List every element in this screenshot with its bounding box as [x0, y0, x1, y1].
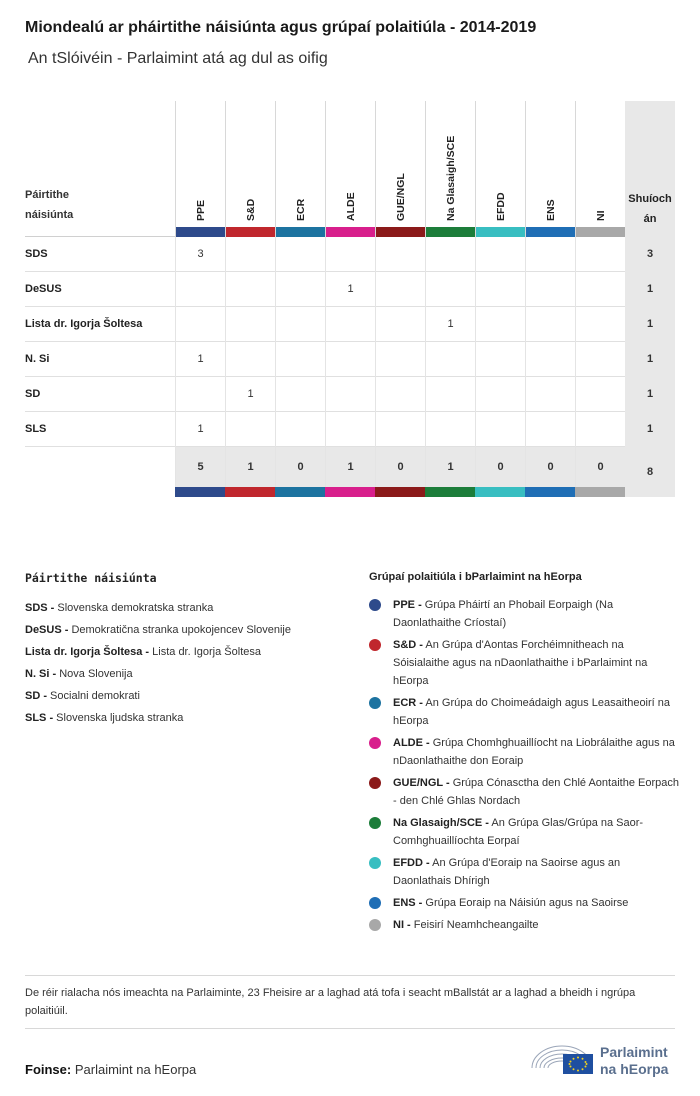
table-cell: 1 — [225, 377, 275, 412]
group-column-header — [425, 101, 475, 237]
table-cell — [475, 307, 525, 342]
table-cell — [175, 377, 225, 412]
legend-item — [369, 636, 679, 690]
table-cell — [425, 377, 475, 412]
legend-item — [25, 641, 355, 663]
source-label: Foinse: — [25, 1062, 72, 1077]
european-parliament-logo — [530, 1038, 680, 1078]
legend-abbr: SLS - — [25, 712, 54, 724]
group-color-bar — [425, 487, 475, 497]
group-column-label: GUE/NGL — [394, 173, 407, 221]
group-color-bar — [175, 487, 225, 497]
table-cell — [275, 307, 325, 342]
table-cell — [275, 237, 325, 272]
legend-abbr: N. Si - — [25, 668, 57, 680]
group-column-label: S&D — [244, 198, 257, 221]
group-color-bar — [576, 227, 625, 237]
seats-cell: 1 — [625, 377, 675, 412]
table-cell — [525, 412, 575, 447]
table-cell: 1 — [425, 307, 475, 342]
color-dot-icon — [369, 697, 381, 709]
group-color-bar — [225, 487, 275, 497]
group-column-label: PPE — [194, 199, 207, 221]
table-cell: 1 — [325, 272, 375, 307]
table-cell — [425, 342, 475, 377]
legend-item — [369, 734, 679, 770]
table-cell — [475, 272, 525, 307]
legend-name: An Grúpa d'Aontas Forchéimnitheach na Sóisialaithe agus na nDaonlathaithe i bParlaimint na hEorpa — [393, 639, 648, 687]
group-column-header — [475, 101, 525, 237]
group-color-bar — [426, 227, 475, 237]
color-dot-icon — [369, 737, 381, 749]
table-row — [25, 237, 675, 272]
table-cell: 1 — [175, 342, 225, 377]
table-cell — [575, 237, 625, 272]
parliament-emblem-icon — [530, 1038, 596, 1078]
total-cell: 0 — [475, 447, 525, 487]
table-cell — [425, 237, 475, 272]
legend-name: Grúpa Eoraip na Náisiún agus na Saoirse — [422, 897, 629, 909]
table-cell — [375, 412, 425, 447]
table-cell: 1 — [175, 412, 225, 447]
seats-cell: 1 — [625, 342, 675, 377]
group-color-bar — [275, 487, 325, 497]
political-groups-heading: Grúpaí polaitiúla i bParlaimint na hEorpa — [369, 571, 582, 583]
table-cell — [325, 342, 375, 377]
legend-abbr: PPE - — [393, 599, 422, 611]
seats-cell: 1 — [625, 412, 675, 447]
legend-item — [25, 619, 355, 641]
legend-item — [369, 814, 679, 850]
legend-item — [369, 916, 679, 934]
table-cell — [575, 272, 625, 307]
table-cell — [275, 412, 325, 447]
table-row — [25, 272, 675, 307]
table-cell — [275, 272, 325, 307]
party-name: SD — [25, 388, 41, 400]
group-column-header — [225, 101, 275, 237]
group-column-header — [175, 101, 225, 237]
total-cell: 0 — [375, 447, 425, 487]
legend-name: An Grúpa do Choimeádaigh agus Leasaitheoirí na hEorpa — [393, 697, 671, 727]
table-cell — [275, 342, 325, 377]
color-dot-icon — [369, 777, 381, 789]
page-subtitle: An tSlóivéin - Parlaimint atá ag dul as oifig — [28, 50, 328, 67]
color-dot-icon — [369, 897, 381, 909]
table-cell — [225, 237, 275, 272]
group-column-header — [575, 101, 625, 237]
party-name: Lista dr. Igorja Šoltesa — [25, 318, 143, 330]
legend-name: Lista dr. Igorja Šoltesa — [149, 646, 261, 658]
table-header — [25, 101, 675, 237]
legend-abbr: Na Glasaigh/SCE - — [393, 817, 489, 829]
table-cell — [525, 342, 575, 377]
table-cell — [175, 307, 225, 342]
table-cell — [325, 412, 375, 447]
group-color-bar — [276, 227, 325, 237]
divider — [25, 1028, 675, 1029]
legend-abbr: ALDE - — [393, 737, 430, 749]
legend-name: Nova Slovenija — [56, 668, 133, 680]
legend-name: Slovenska ljudska stranka — [53, 712, 184, 724]
legend-name: Grúpa Cónasctha den Chlé Aontaithe Eorpach - den Chlé Ghlas Nordach — [393, 777, 679, 807]
table-cell — [325, 237, 375, 272]
group-column-label: ECR — [294, 198, 307, 221]
party-column-header: Páirtithe náisiúnta — [25, 189, 74, 221]
table-cell — [575, 412, 625, 447]
group-color-bar — [525, 487, 575, 497]
legend-name: Grúpa Pháirtí an Phobail Eorpaigh (Na Daonlathaithe Críostaí) — [393, 599, 614, 629]
legend-abbr: SDS - — [25, 602, 55, 614]
legend-abbr: ENS - — [393, 897, 423, 909]
legend-name: An Grúpa Glas/Grúpa na Saor-Comhghuaillíochta Eorpaí — [393, 817, 644, 847]
national-parties-legend — [25, 571, 355, 729]
table-row — [25, 342, 675, 377]
color-dot-icon — [369, 599, 381, 611]
party-name: SDS — [25, 248, 48, 260]
total-cell: 0 — [575, 447, 625, 487]
table-cell — [225, 272, 275, 307]
table-cell — [375, 272, 425, 307]
table-cell — [525, 237, 575, 272]
logo-text: Parlaimint na hEorpa — [600, 1044, 669, 1077]
legend-item — [369, 596, 679, 632]
party-name: DeSUS — [25, 283, 62, 295]
totals-row — [25, 447, 675, 497]
table-cell — [525, 307, 575, 342]
table-cell — [525, 272, 575, 307]
legend-item — [25, 707, 355, 729]
seats-cell: 1 — [625, 272, 675, 307]
color-dot-icon — [369, 857, 381, 869]
legend-item — [369, 774, 679, 810]
legend-abbr: ECR - — [393, 697, 423, 709]
seats-column-header: Shuíoch án — [625, 101, 675, 237]
group-color-bar — [326, 227, 375, 237]
table-cell — [525, 377, 575, 412]
color-dot-icon — [369, 919, 381, 931]
total-cell: 0 — [525, 447, 575, 487]
group-column-header — [525, 101, 575, 237]
group-color-bar — [475, 487, 525, 497]
table-cell — [375, 342, 425, 377]
table-cell — [325, 377, 375, 412]
group-column-header — [375, 101, 425, 237]
group-color-bar — [575, 487, 625, 497]
total-seats-cell: 8 — [625, 447, 675, 497]
group-column-label: EFDD — [494, 192, 507, 221]
seats-cell: 1 — [625, 307, 675, 342]
table-cell — [375, 237, 425, 272]
seats-cell: 3 — [625, 237, 675, 272]
source-value: Parlaimint na hEorpa — [71, 1062, 197, 1077]
table-cell — [575, 342, 625, 377]
table-cell — [225, 307, 275, 342]
group-column-header — [325, 101, 375, 237]
legend-abbr: S&D - — [393, 639, 423, 651]
legend-item — [25, 663, 355, 685]
party-name: N. Si — [25, 353, 50, 365]
legend-item — [369, 694, 679, 730]
page-title: Miondealú ar pháirtithe náisiúnta agus grúpaí polaitiúla - 2014-2019 — [25, 19, 537, 36]
legend-item — [369, 854, 679, 890]
table-cell: 3 — [175, 237, 225, 272]
legend-name: Demokratična stranka upokojencev Slovenije — [68, 624, 291, 636]
table-row — [25, 307, 675, 342]
group-color-bar — [226, 227, 275, 237]
legend-name: Socialni demokrati — [47, 690, 140, 702]
total-cell: 1 — [425, 447, 475, 487]
table-cell — [475, 342, 525, 377]
group-color-bar — [375, 487, 425, 497]
total-cell: 1 — [325, 447, 375, 487]
table-cell — [225, 342, 275, 377]
total-cell: 0 — [275, 447, 325, 487]
table-cell — [375, 377, 425, 412]
table-cell — [575, 307, 625, 342]
political-groups-legend — [369, 571, 679, 938]
group-column-label: NI — [594, 210, 607, 221]
divider — [25, 975, 675, 976]
table-cell — [475, 377, 525, 412]
party-name: SLS — [25, 423, 47, 435]
group-column-label: ALDE — [344, 192, 357, 221]
national-parties-heading: Páirtithe náisiúnta — [25, 571, 157, 585]
total-cell: 1 — [225, 447, 275, 487]
legend-name: Grúpa Chomhghuaillíocht na Liobrálaithe agus na nDaonlathaithe don Eoraip — [393, 737, 675, 767]
legend-name: Slovenska demokratska stranka — [54, 602, 214, 614]
legend-abbr: DeSUS - — [25, 624, 69, 636]
color-dot-icon — [369, 639, 381, 651]
legend-abbr: NI - — [393, 919, 411, 931]
legend-item — [25, 597, 355, 619]
table-cell — [225, 412, 275, 447]
table-row — [25, 412, 675, 447]
group-color-bar — [176, 227, 225, 237]
table-cell — [575, 377, 625, 412]
group-column-header — [275, 101, 325, 237]
table-cell — [475, 412, 525, 447]
legend-abbr: Lista dr. Igorja Šoltesa - — [25, 646, 150, 658]
legend-abbr: SD - — [25, 690, 47, 702]
group-color-bar — [526, 227, 575, 237]
table-cell — [275, 377, 325, 412]
table-cell — [475, 237, 525, 272]
legend-item — [369, 894, 679, 912]
table-cell — [325, 307, 375, 342]
legend-abbr: GUE/NGL - — [393, 777, 450, 789]
table-cell — [425, 272, 475, 307]
table-cell — [175, 272, 225, 307]
color-dot-icon — [369, 817, 381, 829]
legend-name: Feisirí Neamhcheangailte — [410, 919, 539, 931]
group-color-bar — [476, 227, 525, 237]
group-color-bar — [376, 227, 425, 237]
rules-note: De réir rialacha nós imeachta na Parlaiminte, 23 Fheisire ar a laghad atá tofa i seacht mBallstát ar a laghad a bheidh i ngrúpa polaitiúil. — [25, 987, 636, 1017]
legend-name: An Grúpa d'Eoraip na Saoirse agus an Daonlathais Dhírigh — [393, 857, 621, 887]
table-cell — [425, 412, 475, 447]
group-color-bar — [325, 487, 375, 497]
table-row — [25, 377, 675, 412]
total-cell: 5 — [175, 447, 225, 487]
source-line — [25, 1062, 196, 1077]
group-column-label: Na Glasaigh/SCE — [444, 135, 457, 221]
table-cell — [375, 307, 425, 342]
group-column-label: ENS — [544, 199, 557, 221]
legend-abbr: EFDD - — [393, 857, 430, 869]
legend-item — [25, 685, 355, 707]
